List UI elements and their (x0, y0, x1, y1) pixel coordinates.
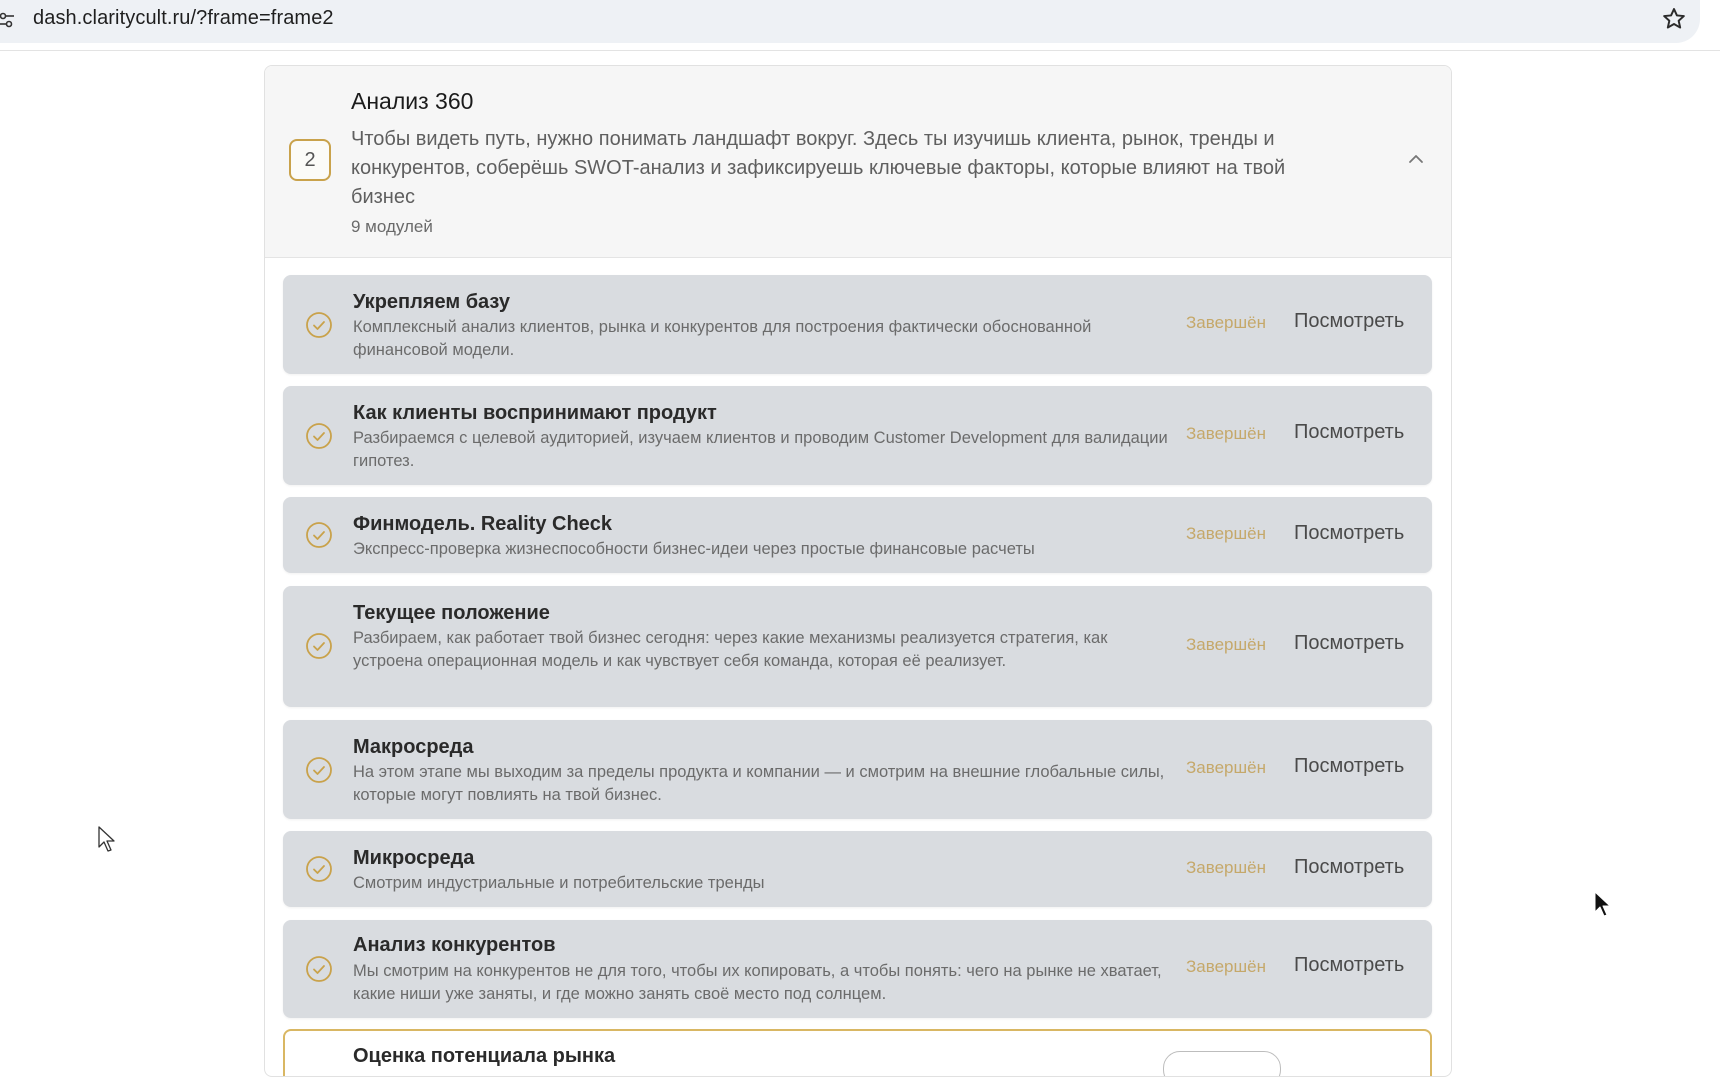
module-description: Экспресс-проверка жизнеспособности бизнес-идеи через простые финансовые расчеты (353, 540, 1035, 558)
check-circle-icon (305, 521, 333, 549)
module-title: Микросреда (353, 847, 475, 869)
view-button[interactable]: Посмотреть (1294, 632, 1405, 654)
module-description: Разбираем, как работает твой бизнес сегодня: через какие механизмы реализуется стратегия, как устроена операционная модель и как чувствует себя команда, которая её реализует. (353, 629, 1108, 670)
module-card[interactable] (283, 831, 1432, 907)
module-card[interactable] (283, 586, 1432, 707)
module-card[interactable] (283, 720, 1432, 819)
module-card-active[interactable] (283, 1029, 1432, 1077)
bookmark-star-icon[interactable] (1661, 6, 1687, 32)
check-circle-icon (305, 311, 333, 339)
view-button[interactable]: Посмотреть (1294, 522, 1405, 544)
stage-number-badge: 2 (289, 139, 331, 181)
view-button[interactable]: Посмотреть (1294, 856, 1405, 878)
stage-header[interactable] (265, 66, 1451, 258)
status-badge: Завершён (1186, 424, 1266, 443)
module-title: Текущее положение (353, 602, 550, 624)
stage-panel (264, 65, 1452, 1077)
module-card[interactable] (283, 920, 1432, 1018)
check-circle-icon (305, 632, 333, 660)
module-description: На этом этапе мы выходим за пределы продукта и компании — и смотрим на внешние глобальные силы, которые могут повлиять на твой бизнес. (353, 763, 1165, 804)
module-title: Анализ конкурентов (353, 934, 556, 956)
view-button[interactable]: Посмотреть (1294, 310, 1405, 332)
modules-count: 9 модулей (351, 217, 433, 236)
module-title: Макросреда (353, 736, 474, 758)
status-badge: Завершён (1186, 858, 1266, 877)
view-button[interactable]: Посмотреть (1294, 954, 1405, 976)
mouse-cursor-icon (98, 826, 118, 854)
module-description: Комплексный анализ клиентов, рынка и конкурентов для построения фактически обоснованной финансовой модели. (353, 318, 1092, 359)
status-badge: Завершён (1186, 313, 1266, 332)
module-title: Как клиенты воспринимают продукт (353, 402, 717, 424)
module-description: Мы смотрим на конкурентов не для того, чтобы их копировать, а чтобы понять: чего на рынке не хватает, какие ниши уже заняты, и где можно занять своё место под солнцем. (353, 962, 1162, 1003)
status-badge: Завершён (1186, 635, 1266, 654)
check-circle-icon (305, 855, 333, 883)
stage-title: Анализ 360 (351, 88, 474, 114)
check-circle-icon (305, 955, 333, 983)
status-badge: Завершён (1186, 758, 1266, 777)
check-circle-icon (305, 756, 333, 784)
module-description: Смотрим индустриальные и потребительские тренды (353, 874, 765, 892)
module-card[interactable] (283, 275, 1432, 374)
chevron-up-icon[interactable] (1407, 152, 1425, 166)
url-text[interactable]: dash.claritycult.ru/?frame=frame2 (33, 7, 334, 29)
view-button[interactable]: Посмотреть (1294, 755, 1405, 777)
module-title: Укрепляем базу (353, 291, 510, 313)
stage-description: Чтобы видеть путь, нужно понимать ландшафт вокруг. Здесь ты изучишь клиента, рынок, тренды и конкурентов, соберёшь SWOT-анализ и зафиксируешь ключевые факторы, которые влияют на твой бизнес (351, 128, 1286, 208)
mouse-cursor-icon (1594, 891, 1614, 919)
view-button[interactable]: Посмотреть (1294, 421, 1405, 443)
check-circle-icon (305, 422, 333, 450)
status-badge: Завершён (1186, 524, 1266, 543)
module-card[interactable] (283, 497, 1432, 573)
status-badge: Завершён (1186, 957, 1266, 976)
module-title: Финмодель. Reality Check (353, 513, 613, 535)
module-card[interactable] (283, 386, 1432, 485)
start-button[interactable] (1163, 1051, 1281, 1077)
browser-toolbar (0, 0, 1720, 51)
module-title: Оценка потенциала рынка (353, 1045, 616, 1067)
module-description: Разбираемся с целевой аудиторией, изучаем клиентов и проводим Customer Development для валидации гипотез. (353, 429, 1168, 470)
site-settings-icon[interactable] (0, 10, 14, 30)
